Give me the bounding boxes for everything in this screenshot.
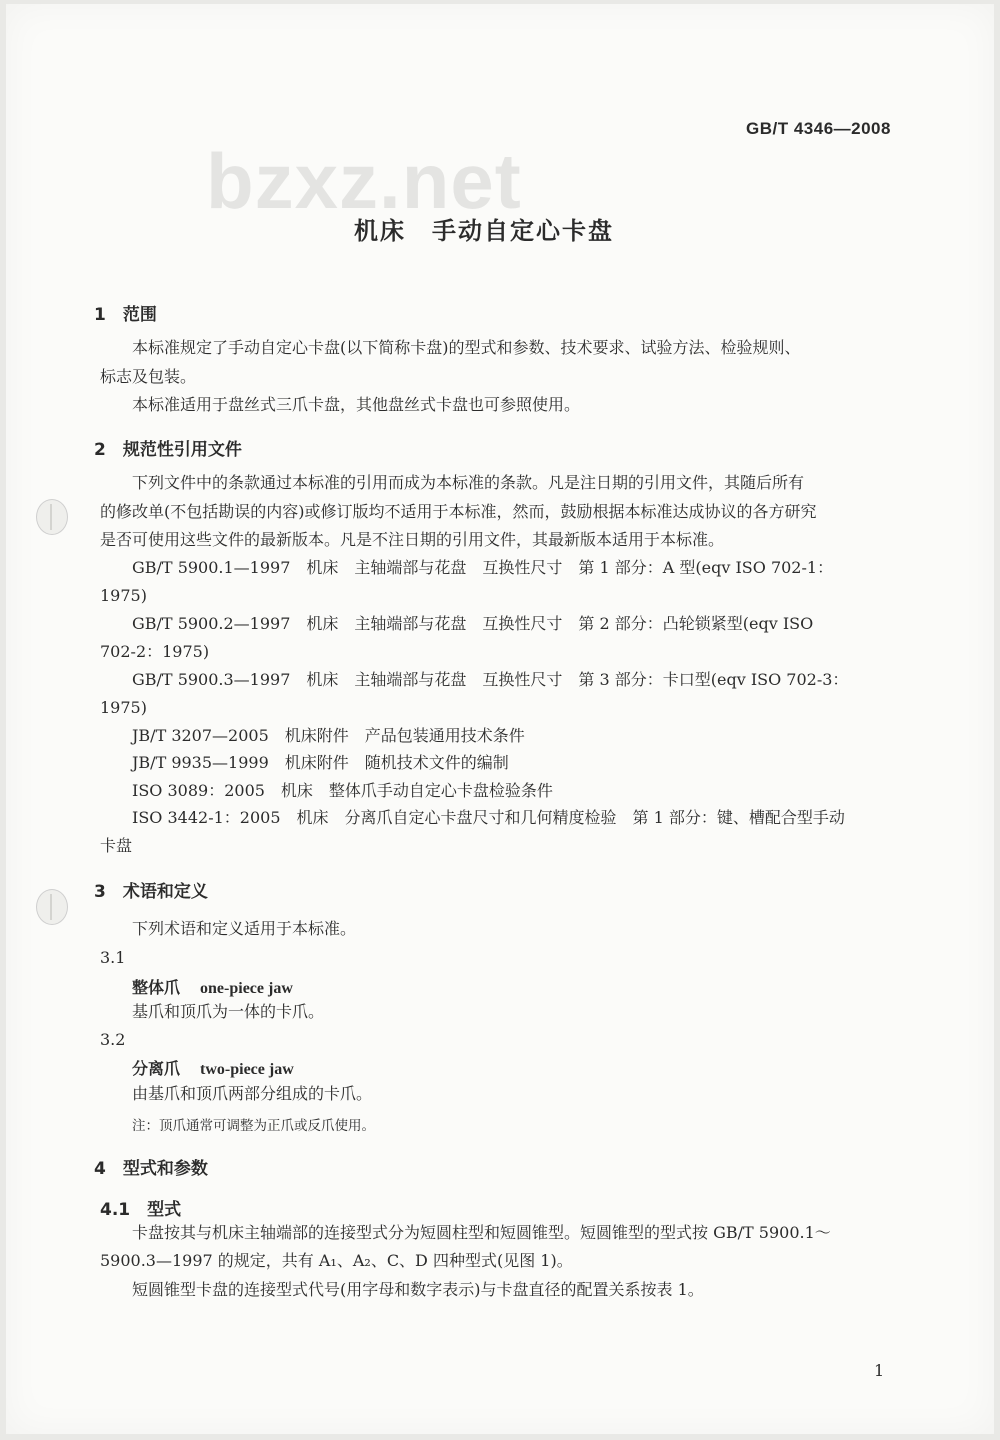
reference-item: ISO 3442-1：2005 机床 分离爪自定心卡盘尺寸和几何精度检验 第 1 部分：键、槽配合型手动 <box>132 808 845 827</box>
term-english: one-piece jaw <box>200 980 293 997</box>
section-2-intro-line: 是否可使用这些文件的最新版本。凡是不注日期的引用文件，其最新版本适用于本标准。 <box>100 530 725 549</box>
reference-item-continuation: 卡盘 <box>100 836 133 855</box>
term-english: two-piece jaw <box>200 1061 294 1078</box>
term-number: 3.2 <box>100 1030 126 1049</box>
reference-item: GB/T 5900.1—1997 机床 主轴端部与花盘 互换性尺寸 第 1 部分：A 型(eqv ISO 702-1： <box>132 558 834 577</box>
section-2-heading: 2 规范性引用文件 <box>94 440 242 460</box>
section-4-heading: 4 型式和参数 <box>94 1159 208 1179</box>
term-definition: 由基爪和顶爪两部分组成的卡爪。 <box>132 1084 373 1103</box>
section-4-paragraph-line: 卡盘按其与机床主轴端部的连接型式分为短圆柱型和短圆锥型。短圆锥型的型式按 GB/T 5900.1～ <box>132 1223 831 1242</box>
subsection-4-1-heading: 4.1 型式 <box>100 1200 182 1220</box>
watermark: bzxz.net <box>206 137 522 225</box>
term-chinese: 整体爪 <box>132 978 181 997</box>
reference-item: ISO 3089：2005 机床 整体爪手动自定心卡盘检验条件 <box>132 781 553 800</box>
term-number: 3.1 <box>100 948 126 967</box>
document-page <box>6 4 994 1434</box>
punch-hole-mark <box>36 499 68 535</box>
reference-item: GB/T 5900.2—1997 机床 主轴端部与花盘 互换性尺寸 第 2 部分：凸轮锁紧型(eqv ISO <box>132 614 814 633</box>
reference-item-continuation: 1975) <box>100 586 147 605</box>
section-2-intro-line: 的修改单(不包括勘误的内容)或修订版均不适用于本标准，然而，鼓励根据本标准达成协议的各方研究 <box>100 502 817 521</box>
term-note: 注：顶爪通常可调整为正爪或反爪使用。 <box>132 1118 375 1134</box>
section-3-heading: 3 术语和定义 <box>94 882 208 902</box>
term-title <box>132 1056 294 1079</box>
reference-item: JB/T 3207—2005 机床附件 产品包装通用技术条件 <box>132 726 525 745</box>
term-title <box>132 975 293 998</box>
reference-item: GB/T 5900.3—1997 机床 主轴端部与花盘 互换性尺寸 第 3 部分：卡口型(eqv ISO 702-3： <box>132 670 849 689</box>
section-2-intro-line: 下列文件中的条款通过本标准的引用而成为本标准的条款。凡是注日期的引用文件，其随后所有 <box>132 473 805 492</box>
section-1-paragraph-line: 本标准规定了手动自定心卡盘(以下简称卡盘)的型式和参数、技术要求、试验方法、检验规则、 <box>132 338 801 357</box>
punch-hole-mark <box>36 889 68 925</box>
section-4-paragraph: 短圆锥型卡盘的连接型式代号(用字母和数字表示)与卡盘直径的配置关系按表 1。 <box>132 1280 704 1299</box>
term-definition: 基爪和顶爪为一体的卡爪。 <box>132 1002 325 1021</box>
reference-item-continuation: 702-2：1975) <box>100 642 210 661</box>
section-1-paragraph-line: 标志及包装。 <box>100 367 197 386</box>
term-chinese: 分离爪 <box>132 1059 181 1078</box>
standard-number: GB/T 4346—2008 <box>746 119 891 138</box>
section-1-heading: 1 范围 <box>94 305 157 325</box>
reference-item: JB/T 9935—1999 机床附件 随机技术文件的编制 <box>132 753 509 772</box>
page-number: 1 <box>874 1361 885 1380</box>
document-title: 机床 手动自定心卡盘 <box>354 217 614 245</box>
section-1-paragraph: 本标准适用于盘丝式三爪卡盘，其他盘丝式卡盘也可参照使用。 <box>132 395 581 414</box>
section-4-paragraph-line: 5900.3—1997 的规定，共有 A₁、A₂、C、D 四种型式(见图 1)。 <box>100 1251 573 1270</box>
section-3-intro: 下列术语和定义适用于本标准。 <box>132 919 357 938</box>
reference-item-continuation: 1975) <box>100 698 147 717</box>
